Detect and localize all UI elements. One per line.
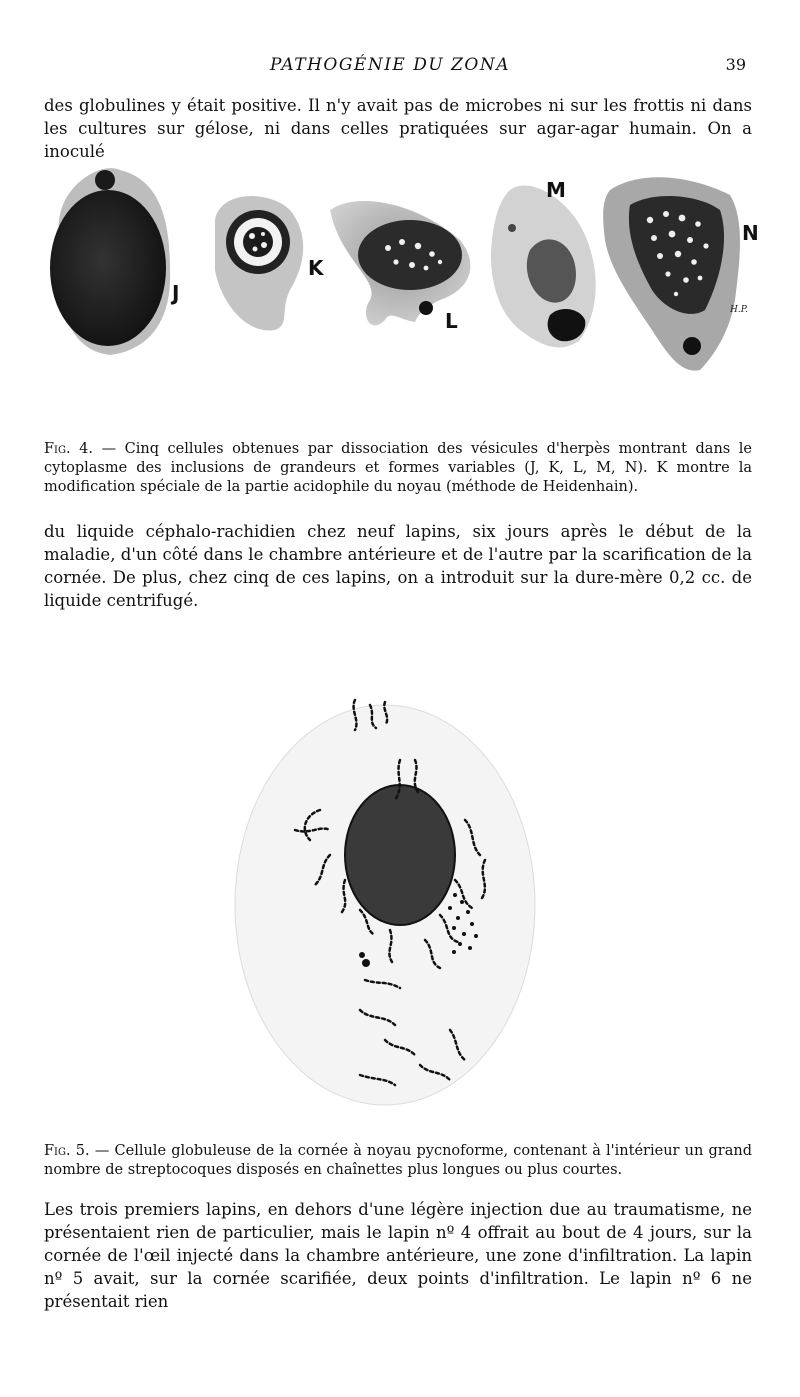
paragraph-1: des globulines y était positive. Il n'y avait pas de microbes ni sur les frottis ni dans les cultures sur gélose, ni dans celles pratiquées sur agar-agar humain. On a inoculé	[44, 96, 752, 161]
cell-k	[215, 196, 325, 330]
figure-4-label: Fig. 4.	[44, 441, 94, 457]
artist-signature: H.P.	[730, 305, 748, 315]
label-n: N	[742, 221, 759, 245]
paragraph-3: Les trois premiers lapins, en dehors d'une légère injection due au traumatisme, ne présentaient rien de particulier, mais le lapin nº 4 offrait au bout de 4 jours, sur la cornée de l'œil injecté dans la chambre antérieure, une zone d'infiltration. La lapin nº 5 avait, sur la cornée scarifiée, deux points d'infiltration. Le lapin nº 6 ne présentait rien	[44, 1200, 752, 1311]
label-l: L	[445, 309, 458, 333]
pycnotic-nucleus	[345, 785, 455, 925]
label-j: J	[172, 281, 180, 305]
cell-m	[491, 178, 596, 347]
figure-5-caption-text: — Cellule globuleuse de la cornée à noyau pycnoforme, contenant à l'intérieur un grand nombre de streptocoques disposés en chaînettes plus longues ou plus courtes.	[44, 1143, 752, 1178]
figure-5-label: Fig. 5.	[44, 1143, 90, 1159]
label-k: K	[308, 256, 324, 280]
running-head	[0, 55, 800, 77]
figure-4-caption-text: — Cinq cellules obtenues par dissociation des vésicules d'herpès montrant dans le cytoplasme des inclusions de grandeurs et formes variables (J, K, L, M, N). K montre la modification spéciale de la partie acidophile du noyau (méthode de Heidenhain).	[44, 441, 753, 495]
paragraph-2: du liquide céphalo-rachidien chez neuf lapins, six jours après le début de la maladie, d'un côté dans le chambre antérieure et de l'autre par la scarification de la cornée. De plus, chez cinq de ces lapins, on a introduit sur la dure-mère 0,2 cc. de liquide centrifugé.	[44, 522, 752, 610]
cell-n	[603, 177, 759, 370]
figure-4-illustration	[40, 150, 760, 430]
cell-l	[330, 201, 470, 333]
figure-5-caption	[44, 1142, 752, 1180]
running-title: PATHOGÉNIE DU ZONA	[270, 55, 510, 75]
cell-j	[50, 168, 179, 355]
label-m: M	[546, 178, 566, 202]
figure-5-illustration	[210, 680, 550, 1130]
figure-4-caption	[44, 440, 752, 497]
page-number: 39	[725, 55, 746, 74]
